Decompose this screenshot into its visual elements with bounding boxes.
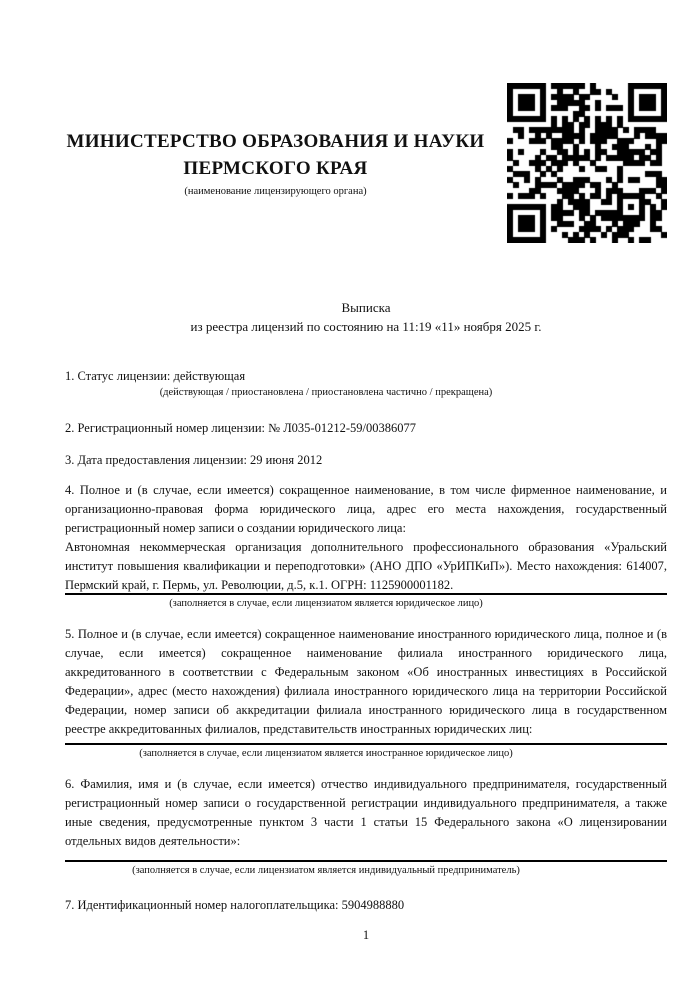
field-entrepreneur-note: (заполняется в случае, если лицензиатом является индивидуальный предприниматель)	[132, 865, 520, 876]
document-title-line2: из реестра лицензий по состоянию на 11:19 «11» ноября 2025 г.	[190, 319, 542, 334]
page-number: 1	[362, 928, 370, 942]
field-legal-entity-label: 4. Полное и (в случае, если имеется) сокращенное наименование, в том числе фирменное наименование, и организационно-правовая форма юридического лица, адрес его места нахождения, государственный регистрационный номер записи о создании юридического лица:	[65, 483, 667, 535]
ministry-caption: (наименование лицензирующего органа)	[184, 186, 367, 197]
document-title	[65, 298, 667, 336]
ministry-name-line1: МИНИСТЕРСТВО ОБРАЗОВАНИЯ И НАУКИ	[66, 131, 485, 152]
ministry-name-line2: ПЕРМСКОГО КРАЯ	[183, 158, 368, 179]
divider-foreign-entity	[65, 743, 667, 745]
qr-code	[507, 83, 667, 243]
field-foreign-entity-label: 5. Полное и (в случае, если имеется) сокращенное наименование иностранного юридического лица, полное и (в случае, если имеется) сокращенное наименование филиала иностранного юридического лица, аккредитованного в соответствии с Федеральным законом «Об иностранных инвестициях в Российской Федерации», адрес (место нахождения) филиала иностранного юридического лица на территории Российской Федерации, номер записи об аккредитации филиала иностранного юридического лица в государственном реестре аккредитованных филиалов, представительств иностранных юридических лиц:	[65, 627, 667, 736]
field-legal-entity-value: Автономная некоммерческая организация дополнительного профессионального образования «Уральский институт повышения квалификации и переподготовки» (АНО ДПО «УрИПКиП»). Место нахождения: 614007, Пермский край, г. Пермь, ул. Революции, д.5, к.1. ОГРН: 1125900001182.	[65, 540, 667, 592]
field-registration-number: 2. Регистрационный номер лицензии: № Л035-01212-59/00386077	[65, 421, 416, 435]
document-body	[65, 367, 667, 915]
field-taxpayer-number: 7. Идентификационный номер налогоплательщика: 5904988880	[65, 898, 405, 912]
divider-entrepreneur	[65, 860, 667, 862]
field-license-status: 1. Статус лицензии: действующая	[65, 369, 246, 383]
field-foreign-entity-note: (заполняется в случае, если лицензиатом является иностранное юридическое лицо)	[139, 748, 513, 759]
document-title-line1: Выписка	[341, 300, 391, 315]
field-grant-date: 3. Дата предоставления лицензии: 29 июня 2012	[65, 453, 323, 467]
licensing-authority-header	[48, 128, 503, 197]
field-license-status-note: (действующая / приостановлена / приостановлена частично / прекращена)	[159, 387, 493, 398]
ministry-name	[48, 128, 503, 182]
field-entrepreneur-label: 6. Фамилия, имя и (в случае, если имеется) отчество индивидуального предпринимателя, государственный регистрационный номер записи о государственной регистрации индивидуального предпринимателя, а также иные сведения, предусмотренные пунктом 3 части 1 статьи 15 Федерального закона «О лицензировании отдельных видов деятельности»:	[65, 777, 667, 848]
field-legal-entity-note: (заполняется в случае, если лицензиатом является юридическое лицо)	[169, 598, 483, 609]
